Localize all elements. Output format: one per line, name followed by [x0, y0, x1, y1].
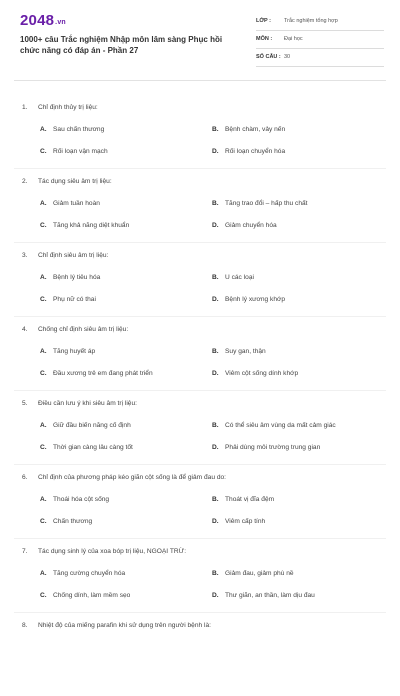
- answer-option-a[interactable]: [40, 274, 100, 281]
- logo-suffix-text: .vn: [55, 19, 66, 26]
- meta-value: Đại học: [284, 36, 303, 42]
- header-divider: [14, 80, 386, 81]
- question-item: [0, 178, 400, 252]
- answer-option-b[interactable]: [212, 200, 307, 207]
- answer-option-d[interactable]: [212, 296, 285, 303]
- option-letter: B.: [212, 570, 219, 577]
- option-text: Suy gan, thận: [225, 348, 266, 355]
- answer-option-c[interactable]: [40, 222, 129, 229]
- answer-option-d[interactable]: [212, 444, 320, 451]
- question-text: Chỉ định của phương pháp kéo giãn cột sống là để giảm đau do:: [38, 474, 226, 481]
- answer-option-d[interactable]: [212, 592, 315, 599]
- option-text: Giữ đầu biến năng cố định: [53, 422, 131, 429]
- option-letter: D.: [212, 592, 219, 599]
- option-text: Bệnh lý tiêu hóa: [53, 274, 101, 281]
- question-number: 1.: [22, 104, 28, 111]
- meta-key: SỐ CÂU :: [256, 54, 281, 60]
- answer-option-d[interactable]: [212, 222, 277, 229]
- option-letter: D.: [212, 148, 219, 155]
- question-separator: [14, 316, 386, 317]
- option-letter: C.: [40, 148, 47, 155]
- answer-option-b[interactable]: [212, 126, 285, 133]
- answer-option-b[interactable]: [212, 570, 294, 577]
- option-text: Viêm cột sống dính khớp: [225, 370, 299, 377]
- question-number: 7.: [22, 548, 28, 555]
- option-text: Thoái hóa cột sống: [53, 496, 110, 503]
- answer-option-c[interactable]: [40, 444, 133, 451]
- option-letter: C.: [40, 296, 47, 303]
- option-text: Phải dùng môi trường trung gian: [225, 444, 321, 451]
- option-text: Tăng huyết áp: [53, 348, 96, 355]
- answer-option-c[interactable]: [40, 370, 153, 377]
- option-text: Tăng khả năng diệt khuẩn: [53, 222, 130, 229]
- meta-value: 30: [284, 54, 291, 60]
- question-item: [0, 474, 400, 548]
- question-heading: [22, 252, 108, 259]
- answer-option-a[interactable]: [40, 422, 131, 429]
- answer-option-c[interactable]: [40, 296, 96, 303]
- answer-option-b[interactable]: [212, 496, 274, 503]
- question-number: 8.: [22, 622, 28, 629]
- question-number: 5.: [22, 400, 28, 407]
- option-text: Thoát vị đĩa đệm: [225, 496, 275, 503]
- site-logo[interactable]: [20, 12, 66, 29]
- option-letter: C.: [40, 444, 47, 451]
- option-text: Rối loạn vận mạch: [53, 148, 108, 155]
- question-text: Nhiệt độ của miếng parafin khi sử dụng trên người bệnh là:: [38, 622, 211, 629]
- option-text: Thư giãn, an thần, làm dịu đau: [225, 592, 315, 599]
- question-item: [0, 622, 400, 696]
- option-text: Có thể siêu âm vùng da mất cảm giác: [225, 422, 336, 429]
- meta-row-question-count: [256, 50, 384, 67]
- question-heading: [22, 178, 112, 185]
- answer-option-a[interactable]: [40, 570, 125, 577]
- question-text: Điều cần lưu ý khi siêu âm trị liệu:: [38, 400, 137, 407]
- meta-key: LỚP :: [256, 18, 271, 24]
- question-item: [0, 548, 400, 622]
- question-list: [0, 104, 400, 696]
- page-header: [0, 0, 400, 74]
- meta-row-subject: [256, 32, 384, 49]
- question-separator: [14, 168, 386, 169]
- option-letter: C.: [40, 592, 47, 599]
- question-item: [0, 400, 400, 474]
- question-heading: [22, 622, 211, 629]
- question-separator: [14, 538, 386, 539]
- option-letter: D.: [212, 444, 219, 451]
- answer-option-d[interactable]: [212, 370, 298, 377]
- question-heading: [22, 400, 137, 407]
- question-separator: [14, 612, 386, 613]
- question-separator: [14, 464, 386, 465]
- question-number: 3.: [22, 252, 28, 259]
- option-letter: B.: [212, 200, 219, 207]
- option-text: Rối loạn chuyển hóa: [225, 148, 286, 155]
- answer-option-d[interactable]: [212, 518, 265, 525]
- option-text: Đầu xương trẻ em đang phát triển: [53, 370, 153, 377]
- answer-option-a[interactable]: [40, 126, 104, 133]
- option-text: Tăng trao đổi – hấp thu chất: [225, 200, 308, 207]
- option-text: Tăng cường chuyển hóa: [53, 570, 126, 577]
- option-text: U các loại: [225, 274, 254, 281]
- question-heading: [22, 474, 226, 481]
- option-letter: A.: [40, 570, 47, 577]
- question-heading: [22, 548, 186, 555]
- question-heading: [22, 104, 98, 111]
- option-letter: C.: [40, 370, 47, 377]
- meta-key: MÔN :: [256, 36, 273, 42]
- option-letter: D.: [212, 370, 219, 377]
- option-letter: B.: [212, 274, 219, 281]
- quiz-meta-box: [256, 14, 384, 68]
- option-text: Chống dính, làm mềm sẹo: [53, 592, 131, 599]
- question-item: [0, 104, 400, 178]
- option-letter: C.: [40, 518, 47, 525]
- meta-row-class: [256, 14, 384, 31]
- question-item: [0, 326, 400, 400]
- question-text: Chỉ định siêu âm trị liệu:: [38, 252, 109, 259]
- option-text: Viêm cấp tính: [225, 518, 266, 525]
- answer-option-b[interactable]: [212, 348, 266, 355]
- question-text: Tác dụng siêu âm trị liệu:: [38, 178, 112, 185]
- answer-option-b[interactable]: [212, 422, 336, 429]
- question-number: 6.: [22, 474, 28, 481]
- question-number: 2.: [22, 178, 28, 185]
- option-text: Thời gian càng lâu càng tốt: [53, 444, 133, 451]
- option-letter: B.: [212, 496, 219, 503]
- meta-value: Trắc nghiệm tổng hợp: [284, 18, 338, 24]
- option-letter: B.: [212, 126, 219, 133]
- question-separator: [14, 242, 386, 243]
- option-letter: B.: [212, 348, 219, 355]
- option-letter: A.: [40, 274, 47, 281]
- question-text: Chống chỉ định siêu âm trị liệu:: [38, 326, 129, 333]
- question-item: [0, 252, 400, 326]
- option-letter: A.: [40, 126, 47, 133]
- question-separator: [14, 390, 386, 391]
- option-text: Bệnh lý xương khớp: [225, 296, 285, 303]
- option-letter: A.: [40, 422, 47, 429]
- option-text: Sau chấn thương: [53, 126, 105, 133]
- option-text: Giảm tuần hoàn: [53, 200, 100, 207]
- answer-option-a[interactable]: [40, 200, 100, 207]
- option-letter: C.: [40, 222, 47, 229]
- option-text: Giảm chuyển hóa: [225, 222, 277, 229]
- logo-main-text: 2048: [20, 12, 55, 29]
- option-letter: D.: [212, 296, 219, 303]
- answer-option-a[interactable]: [40, 496, 109, 503]
- option-letter: A.: [40, 348, 47, 355]
- option-letter: A.: [40, 496, 47, 503]
- question-text: Tác dụng sinh lý của xoa bóp trị liệu, NGOẠI TRỪ:: [38, 548, 187, 555]
- option-text: Giảm đau, giảm phù nề: [225, 570, 294, 577]
- answer-option-b[interactable]: [212, 274, 254, 281]
- option-text: Bệnh chàm, vảy nến: [225, 126, 286, 133]
- question-text: Chỉ định thủy trị liệu:: [38, 104, 98, 111]
- answer-option-d[interactable]: [212, 148, 285, 155]
- answer-option-c[interactable]: [40, 592, 130, 599]
- answer-option-a[interactable]: [40, 348, 95, 355]
- question-number: 4.: [22, 326, 28, 333]
- question-heading: [22, 326, 128, 333]
- option-letter: D.: [212, 222, 219, 229]
- option-letter: D.: [212, 518, 219, 525]
- quiz-title: 1000+ câu Trắc nghiệm Nhập môn lâm sàng Phục hồi chức năng có đáp án - Phần 27: [20, 35, 223, 55]
- answer-option-c[interactable]: [40, 518, 92, 525]
- option-text: Phụ nữ có thai: [53, 296, 96, 303]
- option-text: Chấn thương: [53, 518, 93, 525]
- option-letter: A.: [40, 200, 47, 207]
- answer-option-c[interactable]: [40, 148, 108, 155]
- option-letter: B.: [212, 422, 219, 429]
